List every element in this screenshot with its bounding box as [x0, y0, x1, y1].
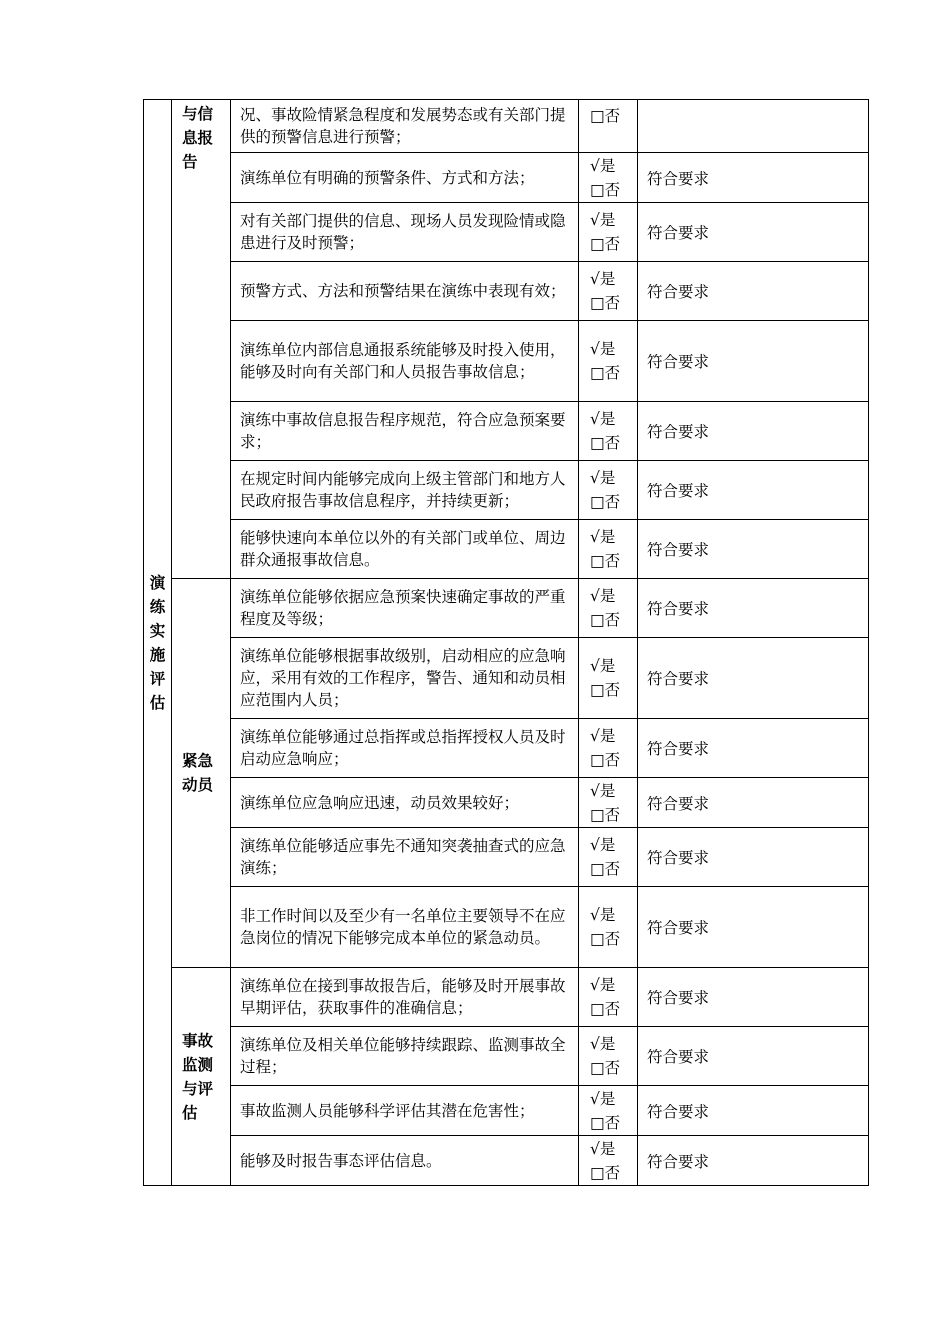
result-cell: 符合要求 — [638, 520, 869, 579]
no-option: □否 — [590, 1000, 621, 1018]
criterion-text: 能够及时报告事态评估信息。 — [231, 1136, 579, 1186]
yes-option: √是 — [590, 781, 616, 800]
result-cell: 符合要求 — [638, 203, 869, 262]
result-cell: 符合要求 — [638, 1086, 869, 1136]
no-option: □否 — [590, 235, 621, 253]
criterion-text: 演练单位有明确的预警条件、方式和方法； — [231, 153, 579, 203]
result-cell: 符合要求 — [638, 887, 869, 968]
criterion-text: 非工作时间以及至少有一名单位主要领导不在应急岗位的情况下能够完成本单位的紧急动员。 — [231, 887, 579, 968]
yes-option: √是 — [590, 906, 616, 924]
no-option: □否 — [590, 493, 621, 511]
group-label-info-report: 与信 息报 告 — [172, 100, 231, 579]
result-cell: 符合要求 — [638, 321, 869, 402]
check-cell — [579, 638, 638, 719]
section-char: 演 — [149, 572, 166, 592]
yes-option: √是 — [590, 1035, 616, 1053]
yes-option: √是 — [590, 156, 616, 175]
yes-option: √是 — [590, 727, 616, 745]
result-cell — [638, 100, 869, 153]
result-cell: 符合要求 — [638, 402, 869, 461]
table-row — [144, 579, 869, 638]
table-row — [144, 203, 869, 262]
table-row — [144, 153, 869, 203]
criterion-text: 演练单位能够依据应急预案快速确定事故的严重程度及等级； — [231, 579, 579, 638]
section-char: 练 — [149, 596, 166, 616]
table-row — [144, 100, 869, 153]
yes-option: √是 — [590, 211, 616, 229]
check-cell — [579, 887, 638, 968]
check-cell — [579, 461, 638, 520]
check-cell — [579, 828, 638, 887]
criterion-text: 演练单位内部信息通报系统能够及时投入使用，能够及时向有关部门和人员报告事故信息； — [231, 321, 579, 402]
yes-option: √是 — [590, 587, 616, 605]
check-cell — [579, 778, 638, 828]
result-cell: 符合要求 — [638, 1136, 869, 1186]
check-cell — [579, 100, 638, 153]
yes-option: √是 — [590, 270, 616, 288]
table-row — [144, 778, 869, 828]
criterion-text: 况、事故险情紧急程度和发展势态或有关部门提供的预警信息进行预警； — [231, 100, 579, 153]
check-cell — [579, 968, 638, 1027]
criterion-text: 能够快速向本单位以外的有关部门或单位、周边群众通报事故信息。 — [231, 520, 579, 579]
no-option: □否 — [590, 681, 621, 699]
no-option: □否 — [590, 434, 621, 452]
section-char: 估 — [149, 692, 166, 712]
section-char: 施 — [149, 644, 166, 664]
yes-option: √是 — [590, 976, 616, 994]
check-cell — [579, 520, 638, 579]
no-option: □否 — [590, 751, 621, 769]
criterion-text: 事故监测人员能够科学评估其潜在危害性； — [231, 1086, 579, 1136]
no-option: □否 — [590, 930, 621, 948]
result-cell: 符合要求 — [638, 461, 869, 520]
yes-option: √是 — [590, 410, 616, 428]
check-cell — [579, 719, 638, 778]
no-option: □否 — [590, 107, 621, 125]
group-label-monitoring-assessment: 事故 监测 与评 估 — [172, 968, 231, 1186]
result-cell: 符合要求 — [638, 153, 869, 203]
check-cell — [579, 402, 638, 461]
yes-option: √是 — [590, 528, 616, 546]
no-option: □否 — [590, 1059, 621, 1077]
check-cell — [579, 153, 638, 203]
criterion-text: 演练中事故信息报告程序规范，符合应急预案要求； — [231, 402, 579, 461]
table-row — [144, 1027, 869, 1086]
evaluation-table — [143, 99, 869, 1186]
no-option: □否 — [590, 860, 621, 878]
table-row — [144, 887, 869, 968]
table-row — [144, 1086, 869, 1136]
no-option: □否 — [590, 805, 621, 824]
section-char: 评 — [149, 668, 166, 688]
check-cell — [579, 579, 638, 638]
result-cell: 符合要求 — [638, 1027, 869, 1086]
criterion-text: 演练单位能够适应事先不通知突袭抽查式的应急演练； — [231, 828, 579, 887]
yes-option: √是 — [590, 469, 616, 487]
result-cell: 符合要求 — [638, 719, 869, 778]
check-cell — [579, 321, 638, 402]
no-option: □否 — [590, 180, 621, 199]
yes-option: √是 — [590, 340, 616, 358]
table-row — [144, 321, 869, 402]
check-cell — [579, 262, 638, 321]
result-cell: 符合要求 — [638, 778, 869, 828]
table-row — [144, 968, 869, 1027]
yes-option: √是 — [590, 657, 616, 675]
check-cell — [579, 203, 638, 262]
section-char: 实 — [149, 620, 166, 640]
criterion-text: 演练单位能够根据事故级别，启动相应的应急响应，采用有效的工作程序，警告、通知和动员相应范围内人员； — [231, 638, 579, 719]
result-cell: 符合要求 — [638, 262, 869, 321]
result-cell: 符合要求 — [638, 638, 869, 719]
criterion-text: 预警方式、方法和预警结果在演练中表现有效； — [231, 262, 579, 321]
yes-option: √是 — [590, 836, 616, 854]
table-row — [144, 461, 869, 520]
group-label-emergency-mobilization: 紧急 动员 — [172, 579, 231, 968]
criterion-text: 演练单位应急响应迅速，动员效果较好； — [231, 778, 579, 828]
table-row — [144, 262, 869, 321]
no-option: □否 — [590, 611, 621, 629]
table-row — [144, 638, 869, 719]
criterion-text: 演练单位能够通过总指挥或总指挥授权人员及时启动应急响应； — [231, 719, 579, 778]
no-option: □否 — [590, 364, 621, 382]
table-row — [144, 828, 869, 887]
table-row — [144, 1136, 869, 1186]
yes-option: √是 — [590, 1089, 616, 1108]
table-row — [144, 520, 869, 579]
check-cell — [579, 1136, 638, 1186]
yes-option: √是 — [590, 1139, 616, 1158]
section-label-cell — [144, 100, 172, 1186]
result-cell: 符合要求 — [638, 968, 869, 1027]
no-option: □否 — [590, 294, 621, 312]
criterion-text: 演练单位及相关单位能够持续跟踪、监测事故全过程； — [231, 1027, 579, 1086]
table-row — [144, 719, 869, 778]
no-option: □否 — [590, 1113, 621, 1132]
no-option: □否 — [590, 1163, 621, 1182]
table-row — [144, 402, 869, 461]
check-cell — [579, 1086, 638, 1136]
check-cell — [579, 1027, 638, 1086]
criterion-text: 对有关部门提供的信息、现场人员发现险情或隐患进行及时预警； — [231, 203, 579, 262]
result-cell: 符合要求 — [638, 828, 869, 887]
result-cell: 符合要求 — [638, 579, 869, 638]
criterion-text: 演练单位在接到事故报告后，能够及时开展事故早期评估，获取事件的准确信息； — [231, 968, 579, 1027]
criterion-text: 在规定时间内能够完成向上级主管部门和地方人民政府报告事故信息程序，并持续更新； — [231, 461, 579, 520]
no-option: □否 — [590, 552, 621, 570]
